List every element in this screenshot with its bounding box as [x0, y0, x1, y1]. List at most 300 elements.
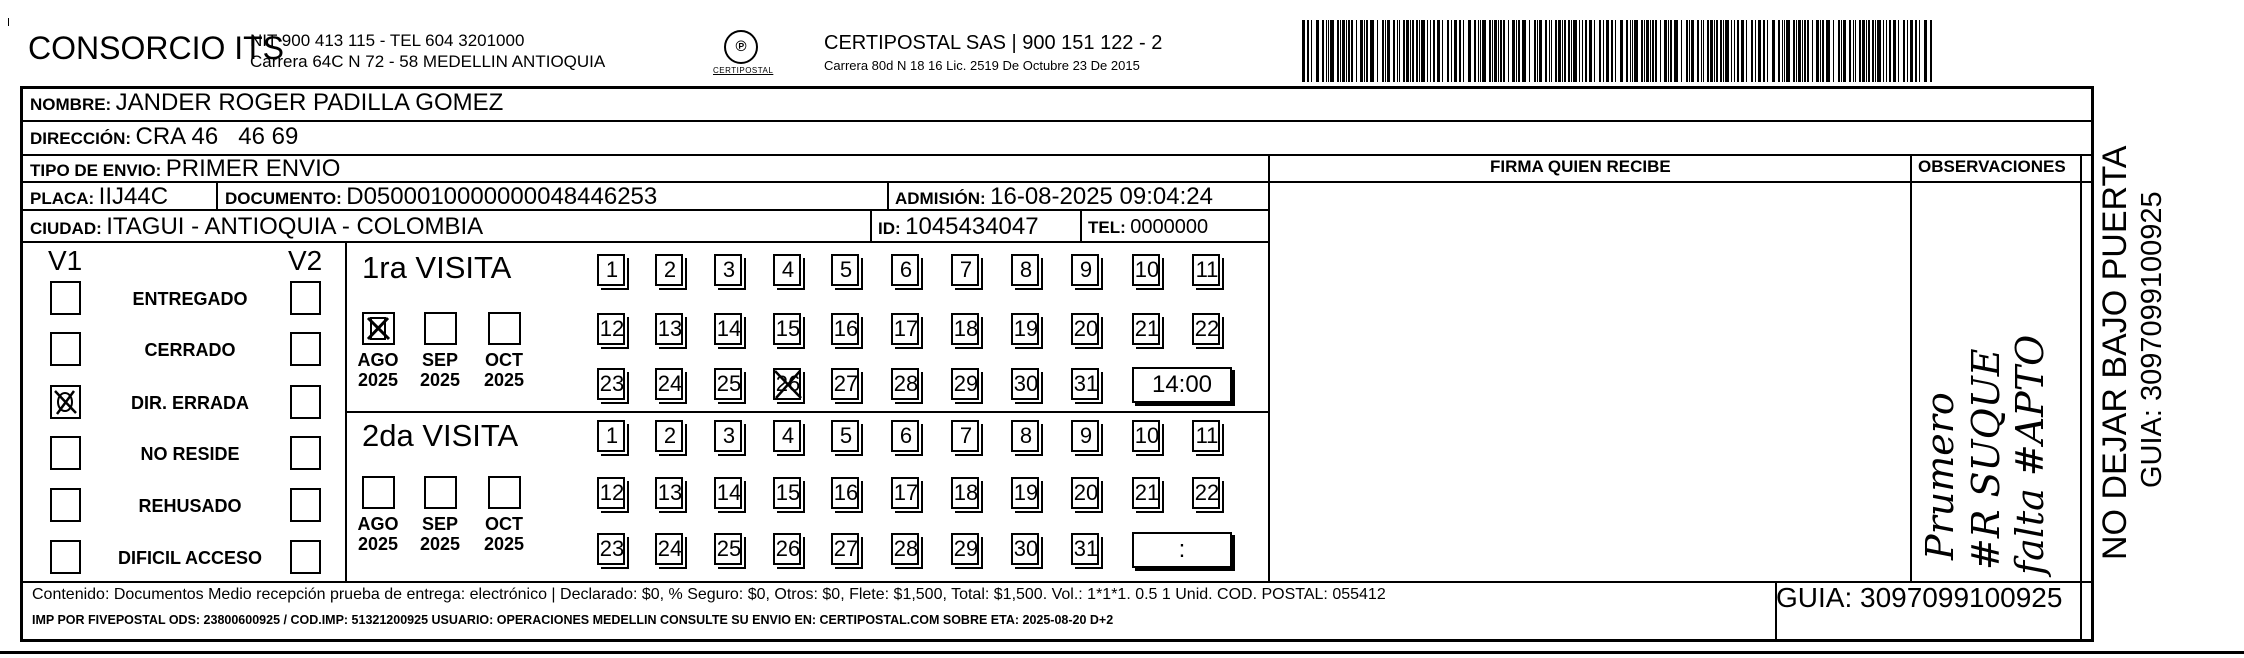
barcode-bar — [1539, 20, 1542, 82]
day-box[interactable]: 20 — [1071, 313, 1101, 345]
barcode-bar — [1594, 20, 1595, 82]
barcode-bar — [1302, 20, 1305, 82]
day-box[interactable]: 22 — [1192, 477, 1222, 509]
barcode-bar — [1494, 20, 1497, 82]
barcode-bar — [1599, 20, 1601, 82]
barcode-bar — [1437, 20, 1440, 82]
day-box[interactable]: 17 — [891, 477, 921, 509]
barcode-bar — [1793, 20, 1795, 82]
barcode-bar — [1433, 20, 1435, 82]
barcode-bar — [1573, 20, 1577, 82]
day-box[interactable]: 9 — [1071, 420, 1101, 452]
barcode-bar — [1838, 20, 1840, 82]
barcode-bar — [1650, 20, 1651, 82]
logo-text: CERTIPOSTAL — [713, 66, 774, 75]
day-box[interactable]: 29 — [951, 368, 981, 400]
day-box[interactable]: 8 — [1011, 420, 1041, 452]
barcode-bar — [1872, 20, 1874, 82]
barcode-bar — [1723, 20, 1724, 82]
barcode-bar — [1330, 20, 1334, 82]
barcode-bar — [1664, 20, 1667, 82]
side-warning: NO DEJAR BAJO PUERTA — [2096, 145, 2134, 560]
visit2-time[interactable]: : — [1132, 532, 1232, 568]
month-checkbox[interactable] — [362, 476, 395, 509]
day-box[interactable]: 16 — [831, 313, 861, 345]
barcode-bar — [1393, 20, 1395, 82]
day-box[interactable]: 31 — [1071, 368, 1101, 400]
id-label: ID: — [878, 219, 901, 238]
barcode-bar — [1410, 20, 1411, 82]
day-box[interactable]: 2 — [655, 254, 685, 286]
barcode-bar — [1522, 20, 1526, 82]
barcode-bar — [1451, 20, 1452, 82]
firma-area[interactable] — [1272, 184, 1908, 580]
day-box[interactable]: 26 — [773, 368, 803, 400]
barcode-bar — [1500, 20, 1502, 82]
day-box[interactable]: 5 — [831, 420, 861, 452]
barcode-bar — [1701, 20, 1702, 82]
day-box[interactable]: 11 — [1192, 254, 1222, 286]
side-guia: GUIA: 3097099100925 — [2136, 191, 2168, 488]
barcode-bar — [1564, 20, 1566, 82]
barcode-bar — [1758, 20, 1761, 82]
day-box[interactable]: 7 — [951, 420, 981, 452]
day-box[interactable]: 31 — [1071, 533, 1101, 565]
direccion-label: DIRECCIÓN: — [30, 129, 132, 148]
day-box[interactable]: 28 — [891, 533, 921, 565]
day-box[interactable]: 25 — [714, 533, 744, 565]
firma-label: FIRMA QUIEN RECIBE — [1490, 157, 1671, 176]
day-box[interactable]: 15 — [773, 313, 803, 345]
barcode-bar — [1691, 20, 1694, 82]
day-box[interactable]: 11 — [1192, 420, 1222, 452]
barcode-bar — [1364, 20, 1365, 82]
barcode-bar — [1630, 20, 1631, 82]
day-box[interactable]: 27 — [831, 368, 861, 400]
barcode-bar — [1454, 20, 1457, 82]
barcode-bar — [1833, 20, 1834, 82]
day-box[interactable]: 3 — [714, 254, 744, 286]
ciudad-field — [30, 213, 483, 241]
barcode-bar — [1924, 20, 1927, 82]
placa-value: IIJ44C — [98, 183, 169, 210]
visit1-title: 1ra VISITA — [362, 250, 512, 285]
month-label: SEP 2025 — [419, 514, 461, 554]
carrier-address: Carrera 80d N 18 16 Lic. 2519 De Octubre 23 De 2015 — [824, 58, 1140, 73]
barcode-bar — [1606, 20, 1609, 82]
nombre-label: NOMBRE: — [30, 95, 112, 114]
barcode-bar — [1377, 20, 1378, 82]
ciudad-label: CIUDAD: — [30, 219, 102, 238]
barcode-bar — [1399, 20, 1400, 82]
documento-field — [225, 183, 657, 211]
barcode-bar — [1822, 20, 1824, 82]
barcode-bar — [1518, 20, 1520, 82]
nombre-field — [30, 89, 503, 117]
barcode-bar — [1385, 20, 1386, 82]
barcode-bar — [1421, 20, 1425, 82]
month-label: AGO 2025 — [357, 350, 399, 390]
barcode-bar — [1714, 20, 1715, 82]
observacion-line-3: falta #APTO — [2008, 334, 2052, 575]
barcode-bar — [1866, 20, 1867, 82]
id-value: 1045434047 — [905, 213, 1039, 240]
barcode-bar — [1620, 20, 1623, 82]
barcode-bar — [1545, 20, 1547, 82]
barcode-bar — [1351, 20, 1353, 82]
status-label: CERRADO — [144, 340, 236, 360]
day-box[interactable]: 29 — [951, 533, 981, 565]
v1-checkbox[interactable] — [50, 281, 81, 315]
barcode-bar — [1751, 20, 1753, 82]
ciudad-value: ITAGUI - ANTIOQUIA - COLOMBIA — [106, 213, 484, 240]
barcode-bar — [1482, 20, 1486, 82]
barcode-bar — [1893, 20, 1896, 82]
barcode-bar — [1816, 20, 1819, 82]
barcode-bar — [1534, 20, 1536, 82]
status-label: ENTREGADO — [132, 289, 248, 309]
company-info — [250, 30, 605, 72]
barcode-bar — [1686, 20, 1688, 82]
day-box[interactable]: 3 — [714, 420, 744, 452]
barcode-bar — [1412, 20, 1414, 82]
month-checkbox[interactable] — [424, 476, 457, 509]
barcode-bar — [1689, 20, 1690, 82]
v2-checkbox[interactable] — [290, 436, 321, 470]
observacion-line-1: Prumero — [1918, 392, 1962, 560]
day-box[interactable]: 8 — [1011, 254, 1041, 286]
v1-checkbox[interactable] — [50, 385, 81, 419]
day-box[interactable]: 12 — [597, 313, 627, 345]
day-box[interactable]: 1 — [597, 254, 627, 286]
day-box[interactable]: 28 — [891, 368, 921, 400]
barcode-bar — [1326, 20, 1327, 82]
barcode-bar — [1356, 20, 1357, 82]
footer-guia: GUIA: 3097099100925 — [1776, 582, 2063, 613]
company-name: CONSORCIO ITS — [28, 30, 285, 66]
barcode-bar — [1611, 20, 1613, 82]
barcode-bar — [1907, 20, 1908, 82]
barcode-bar — [1430, 20, 1431, 82]
day-box[interactable]: 13 — [655, 313, 685, 345]
barcode-bar — [1558, 20, 1561, 82]
barcode-bar — [1741, 20, 1744, 82]
day-box[interactable]: 19 — [1011, 477, 1041, 509]
day-box[interactable]: 10 — [1132, 254, 1162, 286]
barcode-bar — [1868, 20, 1870, 82]
barcode-bar — [1459, 20, 1461, 82]
barcode-bar — [1889, 20, 1891, 82]
barcode-bar — [1632, 20, 1633, 82]
day-box[interactable]: 30 — [1011, 533, 1041, 565]
barcode-bar — [1406, 20, 1409, 82]
barcode-bar — [1603, 20, 1604, 82]
footer-content: Contenido: Documentos Medio recepción prueba de entrega: electrónico | Declarado: $0, % Seguro: $0, Otros: $0, Flete: $1,500, Total: $1,500. Vol.: 1*1*1. 0.5 1 Unid. COD. POSTAL: 055412 — [32, 586, 1386, 603]
barcode-bar — [1646, 20, 1649, 82]
barcode-bar — [1886, 20, 1887, 82]
barcode-bar — [1582, 20, 1583, 82]
barcode-bar — [1716, 20, 1718, 82]
barcode-bar — [1898, 20, 1899, 82]
day-box[interactable]: 26 — [773, 533, 803, 565]
status-label: NO RESIDE — [140, 444, 240, 464]
barcode-bar — [1529, 20, 1530, 82]
day-box[interactable]: 6 — [891, 254, 921, 286]
month-checkbox[interactable] — [424, 312, 457, 345]
day-box[interactable]: 4 — [773, 420, 803, 452]
barcode-bar — [1498, 20, 1499, 82]
barcode-bar — [1772, 20, 1775, 82]
month-label: SEP 2025 — [419, 350, 461, 390]
barcode-bar — [1387, 20, 1390, 82]
barcode-bar — [1784, 20, 1785, 82]
day-box[interactable]: 2 — [655, 420, 685, 452]
barcode-bar — [1703, 20, 1704, 82]
barcode-bar — [1478, 20, 1479, 82]
status-label: DIR. ERRADA — [130, 393, 249, 413]
admision-label: ADMISIÓN: — [895, 189, 986, 208]
barcode-bar — [1807, 20, 1809, 82]
barcode-bar — [1725, 20, 1729, 82]
barcode-bar — [1820, 20, 1821, 82]
barcode-bar — [1589, 20, 1592, 82]
barcode-bar — [1615, 20, 1616, 82]
tipo-value: PRIMER ENVIO — [165, 155, 341, 182]
barcode-bar — [1681, 20, 1682, 82]
day-box[interactable]: 21 — [1132, 477, 1162, 509]
barcode-bar — [1427, 20, 1428, 82]
barcode-bar — [1348, 20, 1350, 82]
barcode-bar — [1930, 20, 1932, 82]
id-field — [878, 213, 1039, 241]
barcode-bar — [1360, 20, 1363, 82]
barcode-bar — [1731, 20, 1732, 82]
v1-checkbox[interactable] — [50, 540, 81, 574]
v1-checkbox[interactable] — [50, 488, 81, 522]
barcode-bar — [1474, 20, 1476, 82]
nit-line: NIT 900 413 115 - TEL 604 3201000 — [250, 31, 525, 50]
month-label: AGO 2025 — [357, 514, 399, 554]
day-box[interactable]: 10 — [1132, 420, 1162, 452]
day-box[interactable]: 19 — [1011, 313, 1041, 345]
month-label: OCT 2025 — [483, 350, 525, 390]
day-box[interactable]: 22 — [1192, 313, 1222, 345]
barcode-bar — [1767, 20, 1768, 82]
logo-icon: ℗ — [724, 30, 758, 64]
barcode-bar — [1516, 20, 1517, 82]
day-box[interactable]: 21 — [1132, 313, 1162, 345]
v2-label: V2 — [288, 245, 323, 276]
day-box[interactable]: 17 — [891, 313, 921, 345]
barcode-bar — [1555, 20, 1557, 82]
barcode-bar — [1512, 20, 1515, 82]
barcode-bar — [1322, 20, 1324, 82]
barcode-bar — [1403, 20, 1405, 82]
address-line: Carrera 64C N 72 - 58 MEDELLIN ANTIOQUIA — [250, 52, 606, 71]
barcode-bar — [1734, 20, 1735, 82]
barcode-bar — [1849, 20, 1851, 82]
barcode-bar — [1720, 20, 1722, 82]
v1-checkbox[interactable] — [50, 332, 81, 366]
barcode-bar — [1307, 20, 1309, 82]
day-box[interactable]: 18 — [951, 313, 981, 345]
direccion-value: CRA 46 46 69 — [135, 123, 299, 150]
barcode-bar — [1489, 20, 1491, 82]
barcode-bar — [1841, 20, 1842, 82]
barcode-bar — [1337, 20, 1339, 82]
visit2-title: 2da VISITA — [362, 418, 519, 453]
tel-value: 0000000 — [1130, 216, 1209, 238]
day-box[interactable]: 9 — [1071, 254, 1101, 286]
check-mark-icon — [52, 387, 79, 417]
day-box[interactable]: 13 — [655, 477, 685, 509]
v2-checkbox[interactable] — [290, 332, 321, 366]
barcode-bar — [1492, 20, 1493, 82]
barcode-bar — [1447, 20, 1449, 82]
v2-checkbox[interactable] — [290, 281, 321, 315]
barcode-bar — [1862, 20, 1865, 82]
barcode-bar — [1328, 20, 1329, 82]
day-box[interactable]: 23 — [597, 368, 627, 400]
barcode-bar — [1579, 20, 1580, 82]
barcode-bar — [1370, 20, 1374, 82]
barcode-bar — [1859, 20, 1861, 82]
day-box[interactable]: 20 — [1071, 477, 1101, 509]
day-box[interactable]: 4 — [773, 254, 803, 286]
month-checkbox[interactable] — [488, 476, 521, 509]
status-label: REHUSADO — [138, 496, 242, 516]
status-label: DIFICIL ACCESO — [117, 548, 262, 568]
barcode-bar — [1919, 20, 1920, 82]
barcode-bar — [1568, 20, 1570, 82]
barcode-bar — [1786, 20, 1790, 82]
day-box[interactable]: 25 — [714, 368, 744, 400]
barcode-bar — [1551, 20, 1552, 82]
barcode-bar — [1549, 20, 1550, 82]
day-box[interactable]: 16 — [831, 477, 861, 509]
day-box[interactable]: 12 — [597, 477, 627, 509]
barcode-bar — [1468, 20, 1471, 82]
day-box[interactable]: 5 — [831, 254, 861, 286]
documento-label: DOCUMENTO: — [225, 189, 342, 208]
barcode-bar — [1875, 20, 1876, 82]
placa-label: PLACA: — [30, 189, 95, 208]
barcode-bar — [1634, 20, 1638, 82]
certipostal-logo — [713, 30, 774, 80]
day-box[interactable]: 24 — [655, 368, 685, 400]
barcode-bar — [1746, 20, 1747, 82]
nombre-value: JANDER ROGER PADILLA GOMEZ — [115, 89, 504, 116]
barcode-bar — [1883, 20, 1884, 82]
admision-field — [895, 183, 1213, 211]
barcode-bar — [1419, 20, 1420, 82]
day-box[interactable]: 7 — [951, 254, 981, 286]
barcode-bar — [1798, 20, 1801, 82]
barcode-bar — [1674, 20, 1678, 82]
day-box[interactable]: 15 — [773, 477, 803, 509]
barcode-bar — [1311, 20, 1312, 82]
barcode-bar — [1626, 20, 1628, 82]
barcode-bar — [1697, 20, 1699, 82]
observacion-line-2: #R SUQUE — [1964, 348, 2008, 570]
barcode-bar — [1812, 20, 1813, 82]
barcode-bar — [1660, 20, 1661, 82]
check-mark-icon — [364, 314, 393, 343]
barcode-bar — [1903, 20, 1905, 82]
barcode-bar — [1652, 20, 1654, 82]
day-box[interactable]: 24 — [655, 533, 685, 565]
barcode-bar — [1804, 20, 1806, 82]
barcode-bar — [1508, 20, 1509, 82]
barcode-bar — [1480, 20, 1481, 82]
day-box[interactable]: 18 — [951, 477, 981, 509]
barcode-bar — [1316, 20, 1319, 82]
footer-print-info: IMP POR FIVEPOSTAL ODS: 23800600925 / COD.IMP: 51321200925 USUARIO: OPERACIONES MEDELLIN CONSULTE SU ENVIO EN: CERTIPOSTAL.COM SOBRE ETA: 2025-08-20 D+2 — [32, 613, 1114, 627]
visit1-time[interactable]: 14:00 — [1132, 367, 1232, 403]
barcode-bar — [1853, 20, 1854, 82]
barcode-bar — [1342, 20, 1345, 82]
carrier-line: CERTIPOSTAL SAS | 900 151 122 - 2 — [824, 32, 1163, 54]
barcode-bar — [1503, 20, 1505, 82]
v2-checkbox[interactable] — [290, 540, 321, 574]
barcode-bar — [1915, 20, 1917, 82]
v2-checkbox[interactable] — [290, 488, 321, 522]
barcode-bar — [1668, 20, 1669, 82]
month-checkbox[interactable] — [488, 312, 521, 345]
barcode-bar — [1710, 20, 1713, 82]
barcode-bar — [1562, 20, 1563, 82]
tel-label: TEL: — [1088, 218, 1126, 237]
admision-value: 16-08-2025 09:04:24 — [990, 183, 1213, 210]
v2-checkbox[interactable] — [290, 385, 321, 419]
barcode-bar — [1585, 20, 1587, 82]
month-label: OCT 2025 — [483, 514, 525, 554]
day-box[interactable]: 27 — [831, 533, 861, 565]
v1-checkbox[interactable] — [50, 436, 81, 470]
barcode-bar — [1644, 20, 1645, 82]
barcode-bar — [1382, 20, 1384, 82]
barcode-bar — [1782, 20, 1783, 82]
barcode-bar — [1843, 20, 1846, 82]
barcode-bar — [1670, 20, 1672, 82]
day-box[interactable]: 14 — [714, 477, 744, 509]
day-box[interactable]: 23 — [597, 533, 627, 565]
barcode-bar — [1346, 20, 1347, 82]
barcode-bar — [1796, 20, 1797, 82]
barcode-bar — [1826, 20, 1830, 82]
barcode-bar — [1397, 20, 1398, 82]
barcode-bar — [1877, 20, 1881, 82]
day-box[interactable]: 14 — [714, 313, 744, 345]
month-checkbox[interactable] — [362, 312, 395, 345]
barcode-bar — [1737, 20, 1739, 82]
barcode-bar — [1855, 20, 1856, 82]
day-box[interactable]: 6 — [891, 420, 921, 452]
tel-field — [1088, 216, 1208, 239]
day-box[interactable]: 1 — [597, 420, 627, 452]
barcode-bar — [1655, 20, 1657, 82]
v1-label: V1 — [48, 245, 83, 276]
barcode-bar — [1755, 20, 1756, 82]
barcode-bar — [1802, 20, 1803, 82]
observaciones-label: OBSERVACIONES — [1918, 157, 2066, 176]
tipo-label: TIPO DE ENVIO: — [30, 161, 162, 180]
barcode-bar — [1416, 20, 1418, 82]
barcode-bar — [1763, 20, 1765, 82]
barcode-bar — [1537, 20, 1538, 82]
day-box[interactable]: 30 — [1011, 368, 1041, 400]
tipo-field — [30, 155, 340, 183]
